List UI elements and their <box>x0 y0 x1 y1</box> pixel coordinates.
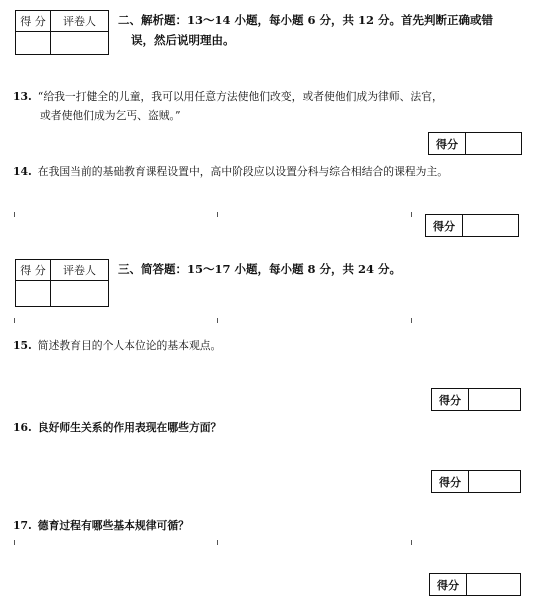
grader-table-section3 <box>15 259 109 307</box>
question-15 <box>13 336 533 355</box>
score-box-13 <box>428 132 522 155</box>
question-14-text: 在我国当前的基础教育课程设置中，高中阶段应以设置分科与综合相结合的课程为主。 <box>37 165 449 178</box>
question-16-text: 良好师生关系的作用表现在哪些方面？ <box>37 421 222 434</box>
grader-score-header: 得 分 <box>16 260 51 281</box>
score-box-label: 得分 <box>432 389 469 410</box>
grader-score-cell <box>16 32 51 55</box>
margin-mark <box>217 212 218 217</box>
margin-mark <box>411 540 412 545</box>
question-17 <box>13 516 533 535</box>
question-14 <box>13 162 533 181</box>
grader-name-header: 评卷人 <box>51 11 109 32</box>
question-14-number: 14. <box>13 165 32 178</box>
question-15-text: 简述教育目的个人本位论的基本观点。 <box>37 339 222 352</box>
grader-name-cell <box>51 32 109 55</box>
margin-mark <box>14 540 15 545</box>
score-box-15 <box>431 388 521 411</box>
question-13-line2: 或者使他们成为乞丐、盗贼。” <box>40 109 181 122</box>
section2-heading <box>118 10 533 50</box>
score-input[interactable] <box>463 215 518 236</box>
margin-mark <box>411 318 412 323</box>
score-input[interactable] <box>469 471 520 492</box>
margin-mark <box>411 212 412 217</box>
section2-heading-line1: 二、解析题：13～14 小题，每小题 6 分，共 12 分。首先判断正确或错 <box>118 13 494 27</box>
question-17-number: 17. <box>13 519 32 532</box>
grader-name-cell <box>51 281 109 307</box>
question-13-number: 13. <box>13 90 32 103</box>
score-input[interactable] <box>467 574 520 595</box>
grader-score-cell <box>16 281 51 307</box>
question-15-number: 15. <box>13 339 32 352</box>
score-input[interactable] <box>469 389 520 410</box>
section2-heading-line2: 误，然后说明理由。 <box>131 33 235 47</box>
margin-mark <box>217 318 218 323</box>
score-box-label: 得分 <box>430 574 467 595</box>
margin-mark <box>14 212 15 217</box>
question-16-number: 16. <box>13 421 32 434</box>
score-input[interactable] <box>466 133 521 154</box>
question-16 <box>13 418 533 437</box>
section3-heading: 三、简答题：15～17 小题，每小题 8 分，共 24 分。 <box>118 262 402 276</box>
margin-mark <box>14 318 15 323</box>
question-17-text: 德育过程有哪些基本规律可循？ <box>37 519 189 532</box>
grader-score-header: 得 分 <box>16 11 51 32</box>
score-box-17 <box>429 573 521 596</box>
margin-mark <box>217 540 218 545</box>
grader-name-header: 评卷人 <box>51 260 109 281</box>
question-13 <box>13 87 533 125</box>
score-box-16 <box>431 470 521 493</box>
score-box-label: 得分 <box>426 215 463 236</box>
question-13-line1: “给我一打健全的儿童，我可以用任意方法使他们改变，或者使他们成为律师、法官， <box>37 90 443 103</box>
score-box-14 <box>425 214 519 237</box>
grader-table-section2 <box>15 10 109 55</box>
score-box-label: 得分 <box>429 133 466 154</box>
score-box-label: 得分 <box>432 471 469 492</box>
